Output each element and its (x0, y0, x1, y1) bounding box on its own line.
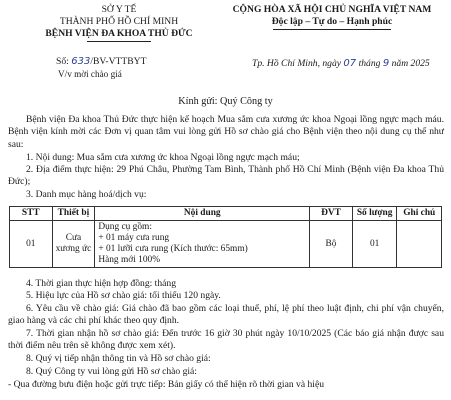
intro-paragraph: Bệnh viện Đa khoa Thủ Đức thực hiện kế hoạch Mua sắm cưa xương ức khoa Ngoại lồng ngực mạch máu. Bệnh viện kính mời các Đơn vị quan tâm vui lòng gửi Hồ sơ chào giá cho Bệnh viện theo nội dung cụ thể như sau: (8, 114, 444, 150)
issuer-hospital: BỆNH VIỆN ĐA KHOA THỦ ĐỨC (45, 28, 193, 39)
item-7: 7. Thời gian nhận hồ sơ chào giá: Đến trước 16 giờ 30 phút ngày 10/10/2025 (Các báo giá nhận được sau thời điểm nêu trên sẽ không được xem xét). (8, 328, 444, 352)
date-month: 9 (382, 58, 390, 69)
item-8-method: - Qua đường bưu điện hoặc gửi trực tiếp: Bản giấy có thể hiện rõ thời gian và hiệu (8, 379, 325, 390)
row-stt: 01 (10, 221, 53, 268)
col-device: Thiết bị (52, 207, 95, 221)
national-slogan: Độc lập – Tự do – Hạnh phúc (271, 16, 393, 27)
row-content (95, 221, 310, 268)
issuer-underline (87, 41, 151, 42)
salutation: Kính gửi: Quý Công ty (178, 96, 273, 107)
row-note (397, 221, 442, 268)
col-note: Ghi chú (397, 207, 442, 221)
national-header (222, 4, 442, 30)
content-line: Hàng mới 100% (98, 255, 161, 265)
table-header-row (10, 207, 442, 221)
date-day: 07 (343, 58, 357, 69)
date-year: năm 2025 (391, 58, 430, 69)
national-motto: CỘNG HÒA XÃ HỘI CHỦ NGHĨA VIỆT NAM (232, 4, 432, 15)
item-1: 1. Nội dung: Mua sắm cưa xương ức khoa Ngoại lồng ngực mạch máu; (26, 152, 300, 163)
doc-number-handwritten: 633 (71, 56, 91, 67)
row-device: Cưa xương ức (52, 221, 95, 268)
doc-number-prefix: Số: (56, 56, 69, 67)
table-row (10, 221, 442, 268)
date-prefix: Tp. Hồ Chí Minh, ngày (252, 58, 342, 69)
item-8: 8. Quý vị tiếp nhận thông tin và Hồ sơ chào giá: (26, 353, 211, 364)
content-line: + 01 lưỡi cưa rung (Kích thước: 65mm) (98, 244, 248, 254)
issuer-header (24, 4, 214, 42)
item-4: 4. Thời gian thực hiện hợp đồng: tháng (26, 278, 176, 289)
item-2: 2. Địa điểm thực hiện: 29 Phú Châu, Phường Tam Bình, Thành phố Hồ Chí Minh (Bệnh viện Đa khoa Thủ Đức); (8, 164, 444, 188)
issuer-city: THÀNH PHỐ HỒ CHÍ MINH (59, 16, 179, 27)
col-stt: STT (10, 207, 53, 221)
issuer-department: SỞ Y TẾ (101, 4, 137, 15)
col-qty: Số lượng (352, 207, 397, 221)
goods-table (9, 206, 442, 268)
document-number (56, 56, 146, 68)
item-3: 3. Danh mục hàng hoá/dịch vụ: (26, 189, 147, 200)
date-month-label: tháng (358, 58, 381, 69)
content-line: Dụng cụ gồm: (98, 222, 152, 232)
item-5: 5. Hiệu lực của Hồ sơ chào giá: tối thiểu 120 ngày. (26, 290, 221, 301)
national-underline (273, 29, 391, 30)
row-qty: 01 (352, 221, 397, 268)
item-8-request: 8. Quý Công ty vui lòng gửi Hồ sơ chào giá: (26, 366, 197, 377)
item-6: 6. Yêu cầu về chào giá: Giá chào đã bao gồm các loại thuế, phí, lệ phí theo luật định, chi phí vận chuyển, giao hàng và các chi phí khác theo quy định. (8, 303, 444, 327)
col-content: Nội dung (95, 207, 310, 221)
col-unit: ĐVT (310, 207, 353, 221)
document-date (252, 58, 430, 70)
subject-line: V/v mời chào giá (58, 69, 122, 79)
row-unit: Bộ (310, 221, 353, 268)
content-line: + 01 máy cưa rung (98, 233, 170, 243)
doc-number-suffix: /BV-VTTBYT (90, 56, 147, 67)
